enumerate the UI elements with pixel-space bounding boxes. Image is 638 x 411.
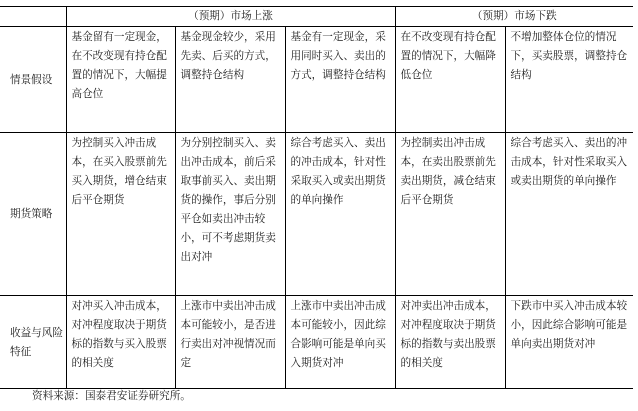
header-corner-cell — [0, 7, 66, 27]
row-label-scenario: 情景假设 — [0, 27, 66, 133]
cell-risk-down-2: 下跌市中买入冲击成本较小，因此综合影响可能是单向卖出期货对冲 — [505, 296, 633, 389]
cell-scenario-down-2: 不增加整体仓位的情况下，买卖股票，调整持仓结构 — [505, 27, 633, 133]
cell-strategy-up-1: 为控制买入冲击成本，在买入股票前先买入期货，增仓结束后平仓期货 — [66, 133, 175, 296]
cell-strategy-up-3: 综合考虑买入、卖出的冲击成本，针对性采取买入或卖出期货的单向操作 — [285, 133, 395, 296]
cell-scenario-up-1: 基金留有一定现金，在不改变现有持仓配置的情况下，大幅提高仓位 — [66, 27, 175, 133]
cell-scenario-up-2: 基金现金较少，采用先卖、后买的方式，调整持仓结构 — [175, 27, 285, 133]
cell-strategy-down-1: 为控制卖出冲击成本，在卖出股票前先卖出期货，减仓结束后平仓期货 — [395, 133, 505, 296]
cell-strategy-up-2: 为分别控制买入、卖出冲击成本，前后采取事前买入、卖出期货的操作，事后分别平仓如卖出冲击较小，可不考虑期货卖出对冲 — [175, 133, 285, 296]
table-row-scenario — [0, 27, 633, 133]
table-row-futures-strategy — [0, 133, 633, 296]
cell-risk-up-3: 上涨市中卖出冲击成本可能较小，因此综合影响可能是单向买入期货对冲 — [285, 296, 395, 389]
cell-risk-down-1: 对冲卖出冲击成本，对冲程度取决于期货标的指数与卖出股票的相关度 — [395, 296, 505, 389]
strategy-table — [0, 6, 633, 389]
header-market-down: （预期）市场下跌 — [395, 7, 633, 27]
row-label-futures-strategy: 期货策略 — [0, 133, 66, 296]
cell-scenario-down-1: 在不改变现有持仓配置的情况下，大幅降低仓位 — [395, 27, 505, 133]
row-label-return-risk: 收益与风险特征 — [0, 296, 66, 389]
header-market-up: （预期）市场上涨 — [66, 7, 395, 27]
header-row — [0, 7, 633, 27]
cell-strategy-down-2: 综合考虑买入、卖出的冲击成本，针对性采取买入或卖出期货的单向操作 — [505, 133, 633, 296]
cell-risk-up-2: 上涨市中卖出冲击成本可能较小，是否进行卖出对冲视情况而定 — [175, 296, 285, 389]
cell-scenario-up-3: 基金有一定现金，采用同时买入、卖出的方式，调整持仓结构 — [285, 27, 395, 133]
source-note: 资料来源：国泰君安证券研究所。 — [32, 390, 191, 402]
table-row-return-risk — [0, 296, 633, 389]
cell-risk-up-1: 对冲买入冲击成本，对冲程度取决于期货标的指数与买入股票的相关度 — [66, 296, 175, 389]
